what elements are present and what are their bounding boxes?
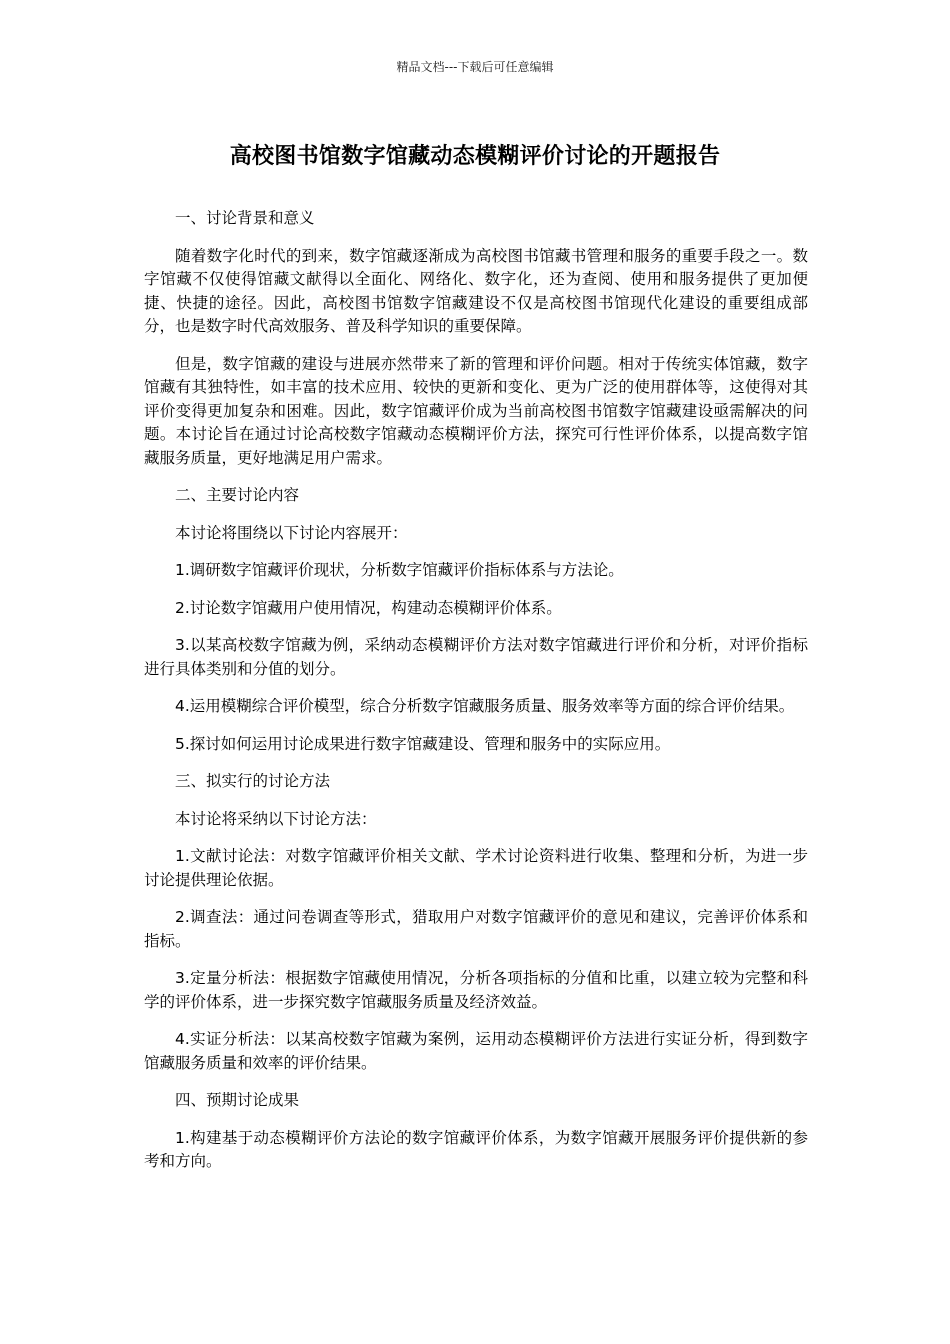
section-heading-methods: 三、拟实行的讨论方法 — [175, 772, 331, 790]
section-heading-results: 四、预期讨论成果 — [175, 1091, 300, 1109]
paragraph: 但是，数字馆藏的建设与进展亦然带来了新的管理和评价问题。相对于传统实体馆藏，数字馆藏有其独特性，如丰富的技术应用、较快的更新和变化、更为广泛的使用群体等，这使得对其评价变得更加复杂和困难。因此，数字馆藏评价成为当前高校图书馆数字馆藏建设亟需解决的问题。本讨论旨在通过讨论高校数字馆藏动态模糊评价方法，探究可行性评价体系，以提高数字馆藏服务质量，更好地满足用户需求。 — [144, 354, 808, 467]
list-item: 2.调查法：通过问卷调查等形式，猎取用户对数字馆藏评价的意见和建议，完善评价体系和指标。 — [144, 908, 808, 950]
section-heading-background: 一、讨论背景和意义 — [175, 209, 315, 227]
section-heading-content: 二、主要讨论内容 — [175, 486, 300, 504]
list-item: 3.以某高校数字馆藏为例，采纳动态模糊评价方法对数字馆藏进行评价和分析，对评价指标进行具体类别和分值的划分。 — [144, 636, 808, 678]
list-item: 4.运用模糊综合评价模型，综合分析数字馆藏服务质量、服务效率等方面的综合评价结果。 — [175, 697, 795, 715]
paragraph: 随着数字化时代的到来，数字馆藏逐渐成为高校图书馆藏书管理和服务的重要手段之一。数字馆藏不仅使得馆藏文献得以全面化、网络化、数字化，还为查阅、使用和服务提供了更加便捷、快捷的途径。因此，高校图书馆数字馆藏建设不仅是高校图书馆现代化建设的重要组成部分，也是数字时代高效服务、普及科学知识的重要保障。 — [144, 246, 808, 335]
paragraph: 本讨论将围绕以下讨论内容展开： — [175, 523, 408, 542]
list-item: 5.探讨如何运用讨论成果进行数字馆藏建设、管理和服务中的实际应用。 — [175, 734, 671, 753]
page-header: 精品文档---下载后可任意编辑 — [396, 60, 554, 74]
list-item: 4.实证分析法：以某高校数字馆藏为案例，运用动态模糊评价方法进行实证分析，得到数字馆藏服务质量和效率的评价结果。 — [144, 1030, 808, 1072]
paragraph: 本讨论将采纳以下讨论方法： — [175, 809, 377, 828]
list-item: 1.文献讨论法：对数字馆藏评价相关文献、学术讨论资料进行收集、整理和分析，为进一步讨论提供理论依据。 — [144, 847, 808, 889]
list-item: 2.讨论数字馆藏用户使用情况，构建动态模糊评价体系。 — [175, 598, 562, 617]
list-item: 1.构建基于动态模糊评价方法论的数字馆藏评价体系，为数字馆藏开展服务评价提供新的参考和方向。 — [144, 1128, 808, 1170]
list-item: 1.调研数字馆藏评价现状，分析数字馆藏评价指标体系与方法论。 — [175, 561, 624, 579]
document-body — [144, 207, 808, 1188]
document-title: 高校图书馆数字馆藏动态模糊评价讨论的开题报告 — [229, 144, 721, 169]
list-item: 3.定量分析法：根据数字馆藏使用情况，分析各项指标的分值和比重，以建立较为完整和科学的评价体系，进一步探究数字馆藏服务质量及经济效益。 — [144, 969, 808, 1011]
